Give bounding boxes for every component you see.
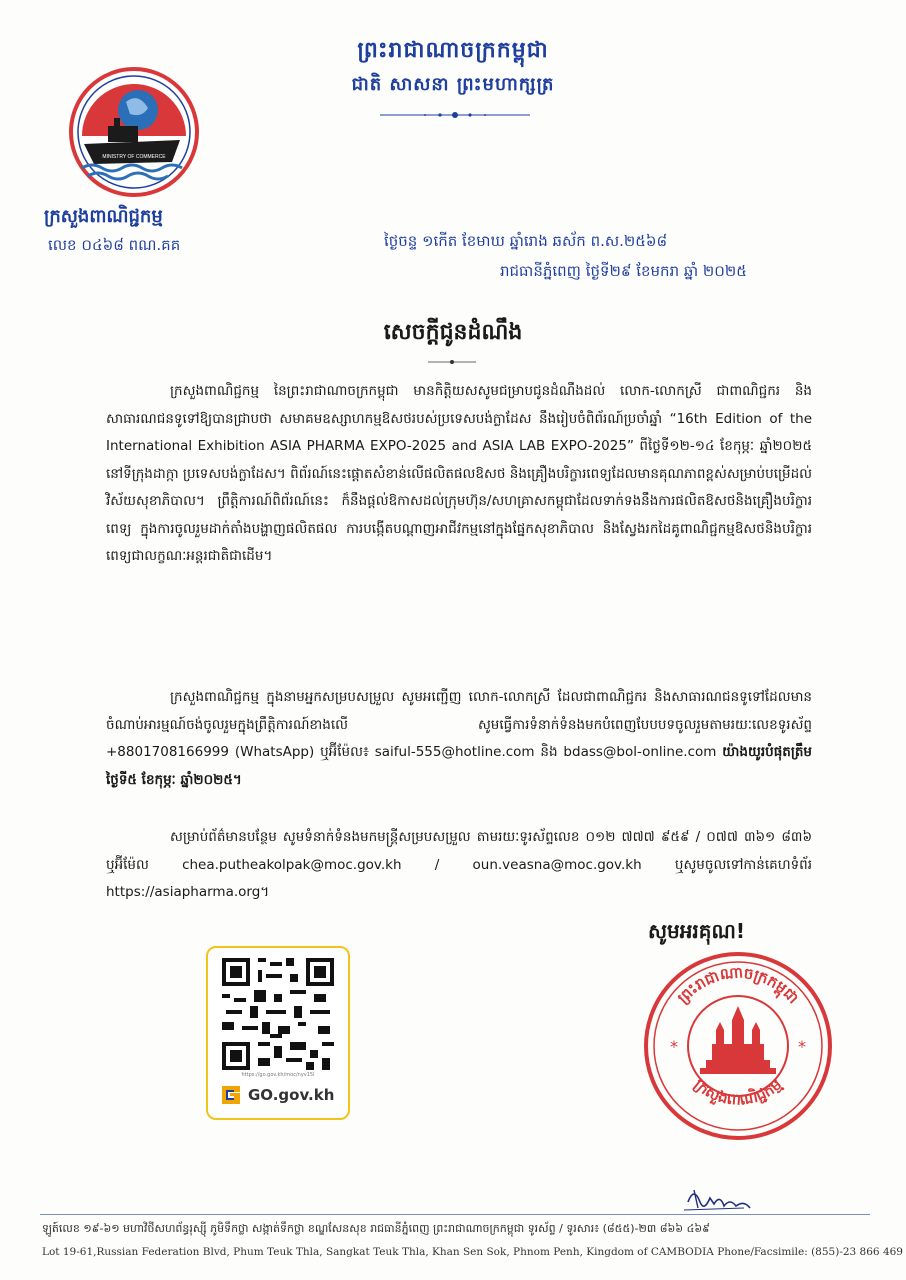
header-ornament [380,110,530,120]
seal-top-text: ព្រះរាជាណាចក្រកម្ពុជា [673,963,803,1008]
svg-text:ព្រះរាជាណាចក្រកម្ពុជា [674,963,803,1007]
reference-number: លេខ ០៤៦៨ ពណ.គគ [48,236,181,254]
footer-address-english: Lot 19-61,Russian Federation Blvd, Phum Teuk Thla, Sangkat Teuk Thla, Khan Sen Sok, Phnom Penh, Kingdom of CAMBODIA Phone/Facsimile: (855)-23 866 469 [42,1246,903,1258]
paragraph-3 [106,824,812,907]
paragraph-2-text: ក្រសួងពាណិជ្ជកម្ម ក្នុងនាមអ្នកសម្របសម្រួល សូមអញ្ជើញ លោក-លោកស្រី ដែលជាពាណិជ្ជករ និងសាធារណជនទូទៅដែលមានចំណាប់អារម្មណ៍ចង់ចូលរួមក្នុងព្រឹត្តិការណ៍ខាងលើ សូមធ្វើការទំនាក់ទំនងមកបំពេញបែបបទចូលរួមតាមរយៈលេខទូរស័ព្ទ +8801708166999 (WhatsApp) ឬអ៊ីម៉ែល៖ saiful-555@hotline.com និង bdass@bol-online.com [106,689,812,760]
document-title: សេចក្តីជូនដំណឹង [383,320,523,345]
seal-star-left: * [670,1037,678,1056]
go-gov-kh-logo-icon [218,1082,244,1108]
paragraph-2 [106,684,812,794]
lunar-date: ថ្ងៃចន្ទ ១កើត ខែមាឃ ឆ្នាំរោង ឆស័ក ព.ស.២៥៦៨ [384,232,668,250]
closing-thanks: សូមអរគុណ! [648,919,746,943]
footer-divider [40,1214,870,1215]
paragraph-1 [106,378,812,571]
seal-bottom-text: ក្រសួងពាណិជ្ជកម្ម [690,1075,786,1109]
logo-caption: MINISTRY OF COMMERCE [102,154,166,160]
angkor-temple-icon [700,1006,776,1074]
deadline-text: យ៉ាងយូរបំផុតត្រឹមថ្ងៃទី៥ ខែកុម្ភៈ ឆ្នាំ២០២៥។ [106,744,812,788]
ministry-name: ក្រសួងពាណិជ្ជកម្ម [44,206,163,227]
title-ornament [428,358,476,366]
qr-code[interactable] [222,958,334,1070]
seal-star-right: * [798,1037,806,1056]
svg-text:ក្រសួងពាណិជ្ជកម្ម [691,1075,786,1109]
solar-date: រាជធានីភ្នំពេញ ថ្ងៃទី២៩ ខែមករា ឆ្នាំ ២០២៥ [500,262,747,280]
official-seal [640,948,836,1144]
ministry-logo [68,66,200,198]
national-motto: ជាតិ សាសនា ព្រះមហាក្សត្រ [351,74,555,95]
kingdom-heading: ព្រះរាជាណាចក្រកម្ពុជា [357,38,549,63]
go-gov-kh-brand: GO.gov.kh [248,1086,335,1104]
paragraph-3-text: សម្រាប់ព័ត៌មានបន្ថែម សូមទំនាក់ទំនងមកមន្ត្រីសម្របសម្រួល តាមរយៈទូរស័ព្ទលេខ ០១២ ៧៧៧ ៩៥៩ / ០៧៧ ៣៦១ ៨៣៦ ឬអ៊ីម៉ែល chea.putheakolpak@moc.gov.kh / oun.veasna@moc.gov.kh ឬសូមចូលទៅកាន់គេហទំព័រ https://asiapharma.org។ [106,829,812,900]
paragraph-1-text: ក្រសួងពាណិជ្ជកម្ម នៃព្រះរាជាណាចក្រកម្ពុជា មានកិត្តិយសសូមជម្រាបជូនដំណឹងដល់ លោក-លោកស្រី ជាពាណិជ្ជករ និងសាធារណជនទូទៅឱ្យបានជ្រាបថា សមាគមឧស្សាហកម្មឱសថរបស់ប្រទេសបង់ក្លាដែស នឹងរៀបចំពិព័រណ៍ប្រចាំឆ្នាំ “16th Edition of the International Exhibition ASIA PHARMA EXPO-2025 and ASIA LAB EXPO-2025” ពីថ្ងៃទី១២-១៤ ខែកុម្ភៈ ឆ្នាំ២០២៥ នៅទីក្រុងដាក្កា ប្រទេសបង់ក្លាដែស។ ពិព័រណ៍នេះផ្តោតសំខាន់លើផលិតផលឱសថ និងគ្រឿងបរិក្ខារពេទ្យដែលមានគុណភាពខ្ពស់សម្រាប់បម្រើដល់វិស័យសុខាភិបាល។ ព្រឹត្តិការណ៍ពិព័រណ៍នេះ ក៏នឹងផ្តល់ឱកាសដល់ក្រុមហ៊ុន/សហគ្រាសកម្ពុជាដែលទាក់ទងនឹងការផលិតឱសថនិងគ្រឿងបរិក្ខារពេទ្យ ក្នុងការចូលរួមដាក់តាំងបង្ហាញផលិតផល ការបង្កើតបណ្តាញអាជីវកម្មនៅក្នុងផ្នែកសុខាភិបាល និងស្វែងរកដៃគូពាណិជ្ជកម្មឱសថនិងបរិក្ខារពេទ្យជាលក្ខណៈអន្តរជាតិជាដើម។ [106,383,812,564]
signature [680,1184,790,1214]
qr-code-card[interactable] [206,946,350,1120]
footer-address-khmer: ឡូត៍លេខ ១៩-៦១ មហាវិថីសហព័ន្ធរុស្ស៊ី ភូមិទឹកថ្លា សង្កាត់ទឹកថ្លា ខណ្ឌសែនសុខ រាជធានីភ្នំពេញ ព្រះរាជាណាចក្រកម្ពុជា ទូរស័ព្ទ / ទូរសារ៖ (៨៥៥)-២៣ ៨៦៦ ៤៦៩ [42,1222,710,1235]
qr-url-text: https://go.gov.kh/moc/nyv15l [241,1072,315,1078]
